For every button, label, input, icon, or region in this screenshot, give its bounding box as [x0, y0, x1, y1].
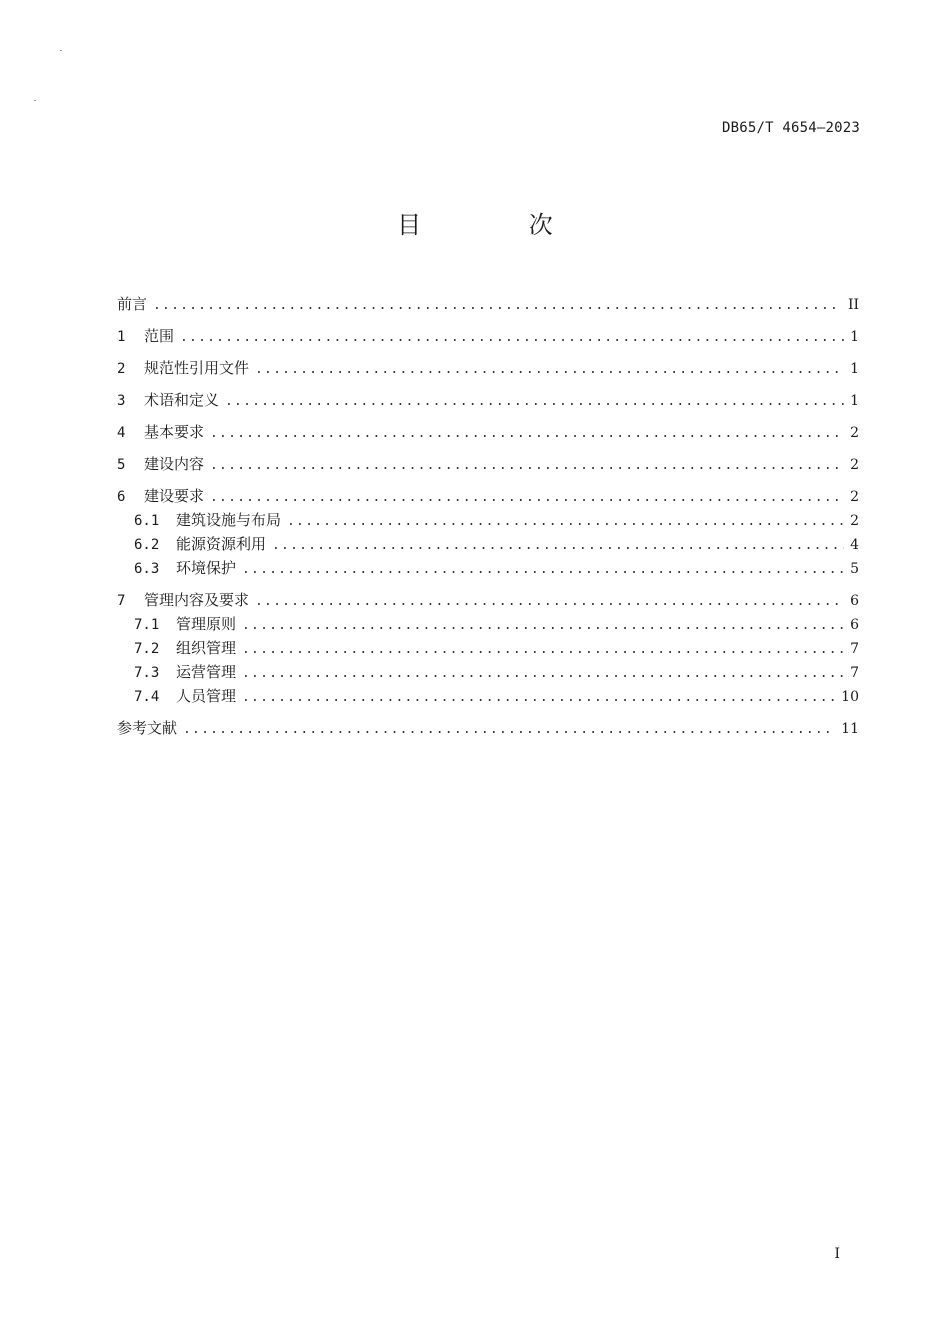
toc-entry-page: 2 [850, 489, 859, 505]
toc-entry[interactable] [117, 612, 859, 636]
toc-entry-page: 1 [850, 393, 859, 409]
toc-leader-dots [153, 294, 842, 318]
toc-entry[interactable] [117, 388, 859, 412]
toc-leader-dots [255, 590, 844, 614]
toc-entry-page: 11 [841, 721, 859, 737]
toc-entry-page: 2 [850, 425, 859, 441]
toc-title: 目 次 [397, 211, 603, 239]
toc-leader-dots [242, 662, 844, 686]
scan-mark [34, 100, 36, 101]
toc-entry[interactable] [117, 508, 859, 532]
toc-entry-title: 人员管理 [176, 687, 237, 705]
toc-entry-title: 规范性引用文件 [144, 359, 250, 377]
toc-entry[interactable] [117, 636, 859, 660]
page-number: I [834, 1246, 840, 1262]
toc-entry-number: 5 [117, 457, 126, 473]
toc-entry-number: 3 [117, 393, 126, 409]
toc-entry-number: 6.1 [134, 513, 160, 529]
toc-entry-page: 6 [850, 593, 859, 609]
toc-entry-number: 4 [117, 425, 126, 441]
toc-entry-page: II [847, 297, 859, 313]
toc-entry-title: 范围 [144, 327, 175, 345]
toc-entry-title: 术语和定义 [144, 391, 220, 409]
toc-entry-number: 7.1 [134, 617, 160, 633]
toc-entry-number: 2 [117, 361, 126, 377]
toc-entry-number: 7.3 [134, 665, 160, 681]
document-code: DB65/T 4654—2023 [721, 120, 860, 136]
toc-entry-title: 环境保护 [176, 559, 237, 577]
toc-entry-page: 1 [850, 329, 859, 345]
scan-mark [60, 50, 62, 51]
toc-entry[interactable] [117, 420, 859, 444]
toc-entry-page: 4 [850, 537, 859, 553]
toc-entry-number: 1 [117, 329, 126, 345]
toc-entry[interactable] [117, 324, 859, 348]
toc-entry-page: 10 [841, 689, 859, 705]
toc-entry-number: 7 [117, 593, 126, 609]
toc-entry-page: 6 [850, 617, 859, 633]
toc-entry-title: 前言 [117, 295, 148, 313]
toc-leader-dots [242, 558, 844, 582]
toc-entry-title: 能源资源利用 [176, 535, 267, 553]
toc-entry[interactable] [117, 532, 859, 556]
toc-entry-number: 6 [117, 489, 126, 505]
toc-leader-dots [255, 358, 844, 382]
toc-entry-title: 建设内容 [144, 455, 205, 473]
toc-entry[interactable] [117, 484, 859, 508]
toc-entry-title: 参考文献 [117, 719, 178, 737]
toc-entry-page: 2 [850, 457, 859, 473]
toc-leader-dots [242, 614, 844, 638]
toc-leader-dots [210, 422, 844, 446]
toc-leader-dots [242, 638, 844, 662]
toc-entry-page: 1 [850, 361, 859, 377]
toc-leader-dots [183, 718, 835, 742]
toc-entry-page: 7 [850, 665, 859, 681]
toc-leader-dots [180, 326, 844, 350]
toc-list [117, 292, 859, 740]
toc-entry[interactable] [117, 588, 859, 612]
toc-entry[interactable] [117, 356, 859, 380]
toc-entry-page: 7 [850, 641, 859, 657]
toc-entry-number: 6.3 [134, 561, 160, 577]
toc-entry-page: 5 [850, 561, 859, 577]
toc-entry-page: 2 [850, 513, 859, 529]
toc-entry-title: 建设要求 [144, 487, 205, 505]
toc-entry[interactable] [117, 452, 859, 476]
toc-entry-number: 7.2 [134, 641, 160, 657]
toc-leader-dots [287, 510, 844, 534]
toc-leader-dots [210, 454, 844, 478]
toc-entry-title: 运营管理 [176, 663, 237, 681]
toc-entry[interactable] [117, 660, 859, 684]
toc-entry[interactable] [117, 556, 859, 580]
toc-entry[interactable] [117, 684, 859, 708]
toc-entry-title: 组织管理 [176, 639, 237, 657]
toc-leader-dots [210, 486, 844, 510]
toc-leader-dots [225, 390, 844, 414]
toc-entry[interactable] [117, 716, 859, 740]
toc-entry-number: 6.2 [134, 537, 160, 553]
toc-leader-dots [272, 534, 844, 558]
toc-entry-title: 建筑设施与布局 [176, 511, 282, 529]
toc-leader-dots [242, 686, 835, 710]
toc-entry-title: 管理原则 [176, 615, 237, 633]
toc-entry-number: 7.4 [134, 689, 160, 705]
toc-entry[interactable] [117, 292, 859, 316]
toc-entry-title: 管理内容及要求 [144, 591, 250, 609]
toc-entry-title: 基本要求 [144, 423, 205, 441]
